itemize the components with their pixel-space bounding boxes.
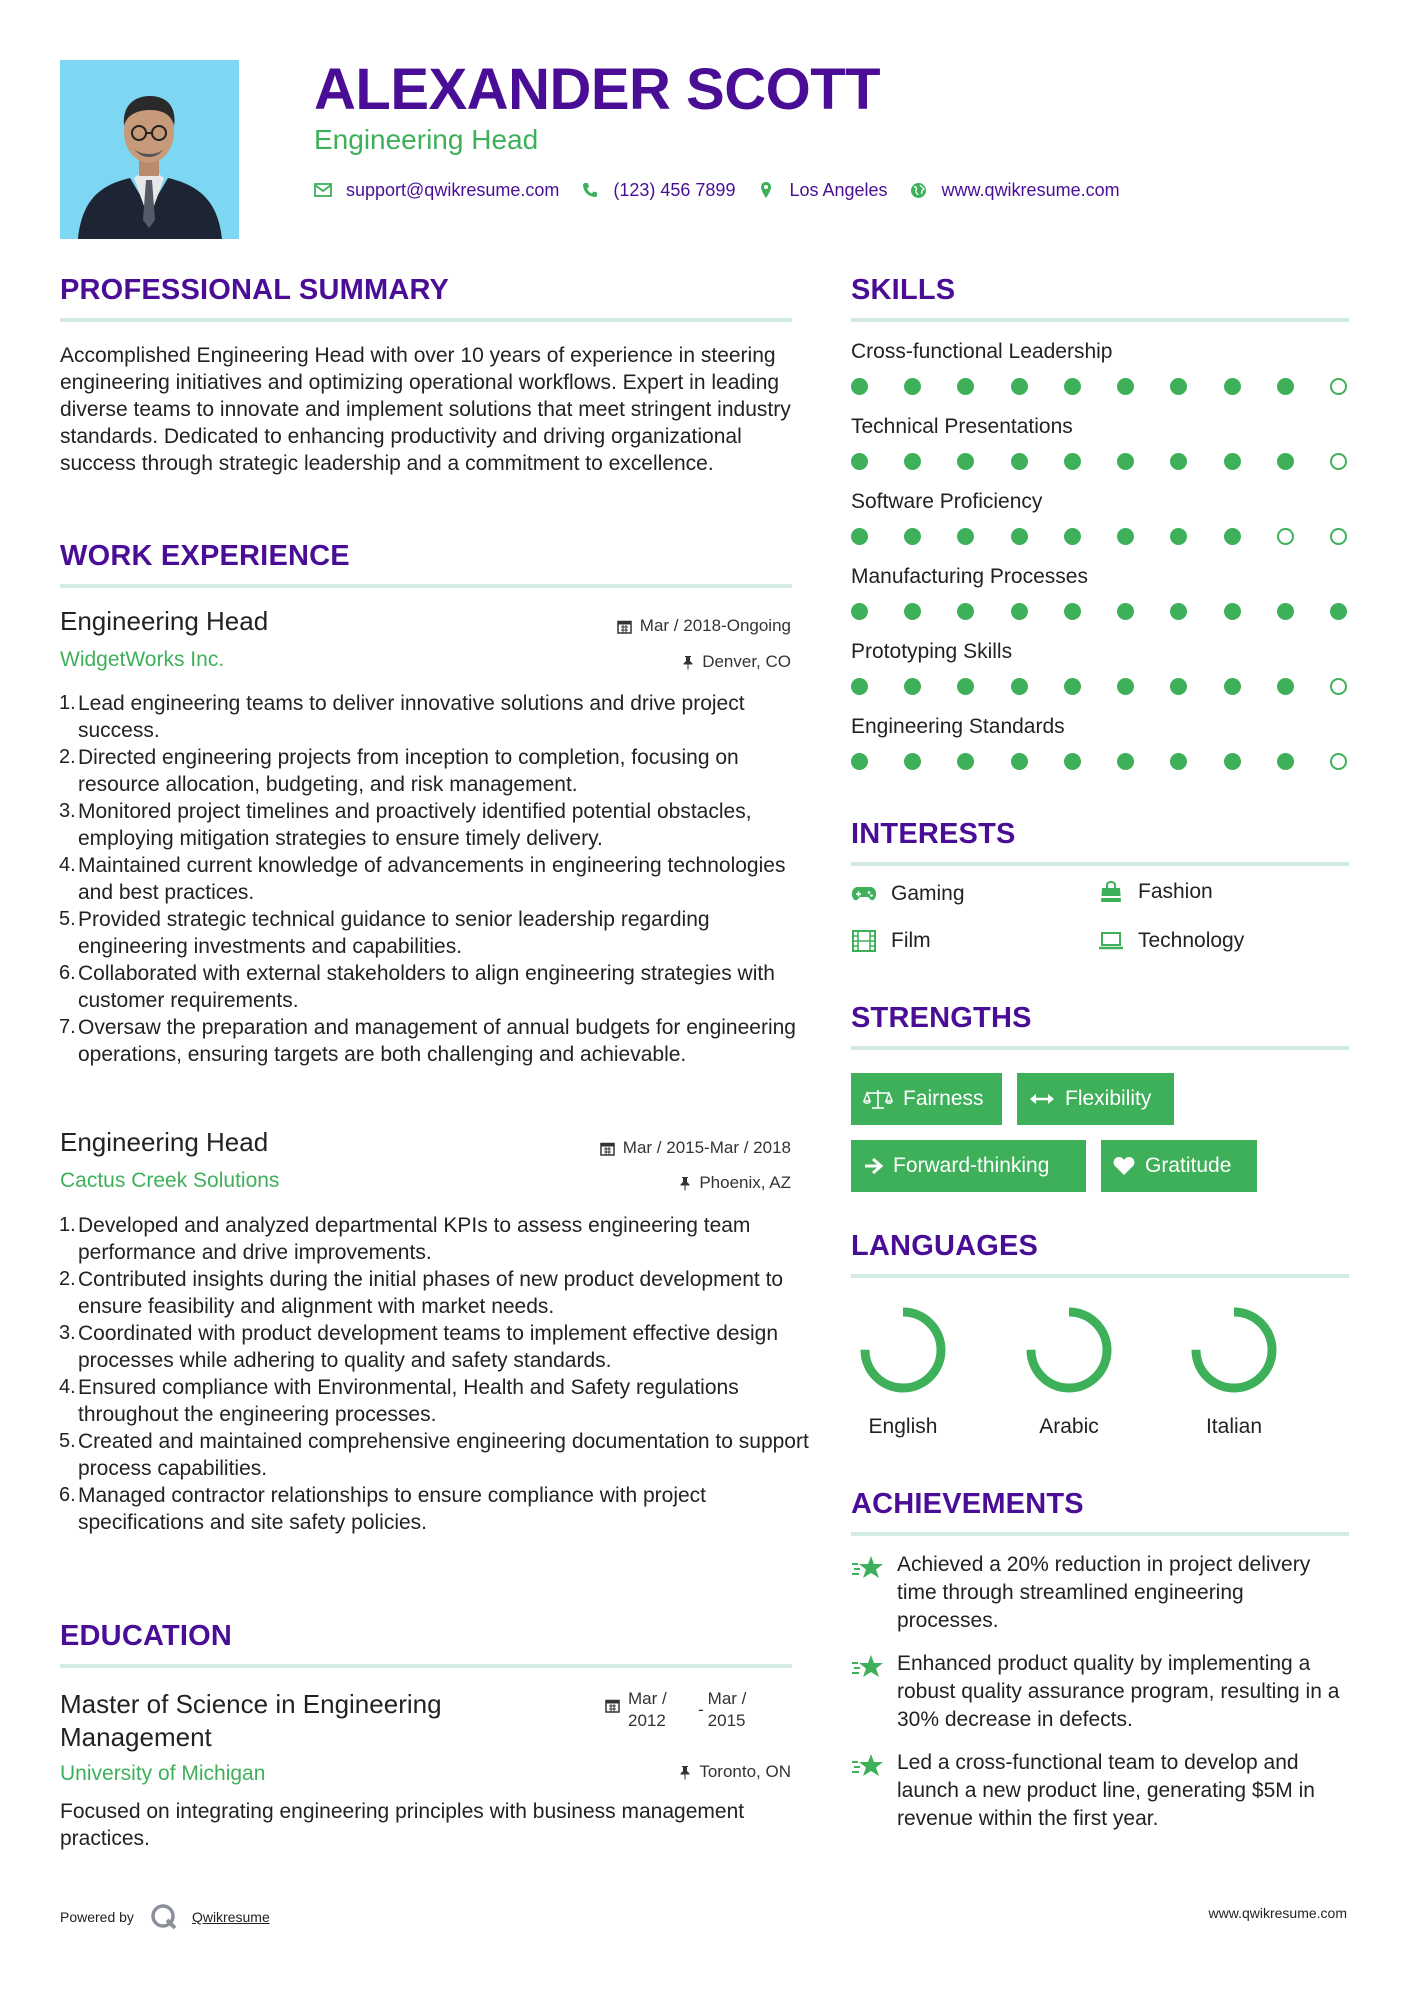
email-text: support@qwikresume.com [346,179,560,200]
achievements-divider [851,1532,1349,1536]
list-item [59,1320,818,1374]
rating-dot-filled [1170,453,1187,470]
skills-heading: SKILLS [851,274,956,306]
rating-dot-filled [1277,753,1294,770]
rating-dot-filled [1170,678,1187,695]
contact-email[interactable] [314,180,559,201]
list-item-text: Created and maintained comprehensive engineering documentation to support process capabilities. [78,1430,809,1480]
pushpin-icon [679,1765,691,1780]
contact-bar [314,178,1142,202]
list-item-text: Maintained current knowledge of advancements in engineering technologies and best practices. [78,854,786,904]
list-number: 1. [59,1214,76,1236]
skill-item [851,415,1351,490]
job-bullets [60,690,818,1068]
rating-dot-empty [1330,753,1347,770]
skill-item [851,565,1351,640]
list-item [59,906,818,960]
job-location [679,1173,791,1193]
list-item-text: Collaborated with external stakeholders to align engineering strategies with customer requirements. [78,962,775,1012]
education-description: Focused on integrating engineering principles with business management practices. [60,1800,745,1850]
rating-dot-filled [1224,378,1241,395]
job-location-text: Phoenix, AZ [699,1173,791,1192]
job-company: Cactus Creek Solutions [60,1169,280,1192]
rating-dot-filled [1224,678,1241,695]
rating-dot-filled [1277,378,1294,395]
rating-dot-empty [1330,378,1347,395]
rating-dot-filled [1064,453,1081,470]
skill-name: Manufacturing Processes [851,565,1088,588]
rating-dot-filled [1064,753,1081,770]
star-achievement-icon [851,1749,885,1784]
list-item-text: Ensured compliance with Environmental, Health and Safety regulations throughout the engineering processes. [78,1376,739,1426]
footer-branding [60,1903,270,1931]
rating-dot-filled [1011,678,1028,695]
language-proficiency-arc [1196,1312,1272,1388]
qwikresume-link[interactable]: Qwikresume [191,1909,270,1925]
list-item-text: Directed engineering projects from inception to completion, focusing on resource allocation, budgeting, and risk management. [78,746,739,796]
languages-heading: LANGUAGES [851,1230,1039,1262]
job-location [682,652,791,672]
list-number: 7. [59,1016,76,1038]
interest-item [851,882,965,906]
date-separator: - [698,1700,704,1719]
language-proficiency-arc [865,1312,941,1388]
interest-label: Film [891,929,931,952]
list-number: 1. [59,692,76,714]
skill-rating [851,378,1347,395]
education-end: Mar / 2015 [707,1689,747,1730]
calendar-icon [600,1141,615,1156]
phone-text: (123) 456 7899 [613,179,736,200]
skill-rating [851,753,1347,770]
rating-dot-filled [1170,528,1187,545]
rating-dot-empty [1277,528,1294,545]
rating-dot-filled [1011,378,1028,395]
powered-by-text: Powered by [60,1909,134,1925]
skill-name: Engineering Standards [851,715,1065,738]
job-bullets [60,1212,818,1536]
interests-heading: INTERESTS [851,818,1016,850]
interest-item [851,929,931,953]
phone-icon [581,181,599,199]
rating-dot-filled [851,378,868,395]
achievement-item [851,1749,1347,1833]
language-proficiency-arc [1031,1312,1107,1388]
language-proficiency-ring [853,1300,953,1400]
languages-divider [851,1274,1349,1278]
pushpin-icon [682,655,694,670]
summary-divider [60,318,792,322]
rating-dot-filled [904,678,921,695]
star-achievement-icon [851,1551,885,1586]
interest-label: Technology [1138,929,1245,952]
list-item-text: Oversaw the preparation and management of annual budgets for engineering operations, ensuring targets are both challenging and achievable. [78,1016,796,1066]
education-dates [605,1688,766,1732]
strength-label: Flexibility [1065,1087,1152,1110]
heart-icon [1113,1156,1135,1176]
list-item-text: Lead engineering teams to deliver innovative solutions and drive project success. [78,692,745,742]
achievement-item [851,1650,1347,1734]
job-company: WidgetWorks Inc. [60,648,225,671]
language-name: Italian [1205,1415,1263,1438]
list-number: 6. [59,1484,76,1506]
rating-dot-filled [904,453,921,470]
skill-item [851,490,1351,565]
education-location [679,1762,791,1782]
experience-divider [60,584,792,588]
skill-rating [851,453,1347,470]
list-item [59,1014,818,1068]
list-number: 4. [59,854,76,876]
rating-dot-filled [1117,378,1134,395]
interests-divider [851,862,1349,866]
contact-location [757,180,887,201]
rating-dot-filled [1011,753,1028,770]
achievement-item [851,1551,1347,1635]
list-number: 3. [59,800,76,822]
list-item-text: Provided strategic technical guidance to senior leadership regarding engineering investments and capabilities. [78,908,710,958]
rating-dot-filled [957,603,974,620]
rating-dot-filled [957,378,974,395]
list-item [59,960,818,1014]
education-divider [60,1664,792,1668]
footer-url[interactable]: www.qwikresume.com [1208,1905,1347,1921]
contact-phone[interactable] [581,180,735,201]
skill-item [851,715,1351,790]
job-title: Engineering Head [60,1127,269,1157]
rating-dot-empty [1330,678,1347,695]
achievements-heading: ACHIEVEMENTS [851,1488,1084,1520]
skills-divider [851,318,1349,322]
rating-dot-filled [851,453,868,470]
balance-scale-icon [863,1088,893,1110]
strength-tag [1101,1140,1257,1192]
contact-website[interactable] [910,180,1120,201]
pushpin-icon [679,1176,691,1191]
language-name: Arabic [1039,1415,1099,1438]
list-number: 5. [59,1430,76,1452]
list-item [59,1374,818,1428]
job-dates [600,1138,791,1158]
rating-dot-filled [1064,378,1081,395]
job-dates-text: Mar / 2018-Ongoing [639,616,791,635]
rating-dot-filled [851,603,868,620]
rating-dot-filled [1117,753,1134,770]
avatar [60,60,239,239]
language-item [1009,1300,1129,1439]
rating-dot-empty [1330,453,1347,470]
film-icon [851,930,877,952]
rating-dot-filled [1224,753,1241,770]
rating-dot-filled [1011,603,1028,620]
location-text: Los Angeles [789,179,888,200]
interest-label: Gaming [891,882,965,905]
rating-dot-filled [1224,453,1241,470]
rating-dot-filled [957,753,974,770]
skill-name: Cross-functional Leadership [851,340,1113,363]
job-dates-text: Mar / 2015-Mar / 2018 [622,1138,791,1157]
list-item-text: Contributed insights during the initial phases of new product development to ensure feasibility and alignment with market needs. [78,1268,784,1318]
summary-heading: PROFESSIONAL SUMMARY [60,274,450,306]
strength-label: Forward-thinking [893,1154,1050,1177]
school-name: University of Michigan [60,1762,266,1785]
arrows-horizontal-icon [1029,1092,1055,1106]
website-text: www.qwikresume.com [941,179,1120,200]
rating-dot-filled [1117,453,1134,470]
degree-title: Master of Science in Engineering Management [60,1689,442,1752]
list-item [59,798,818,852]
language-item [1174,1300,1294,1439]
rating-dot-filled [1330,603,1347,620]
list-item [59,690,818,744]
rating-dot-filled [1117,603,1134,620]
star-achievement-icon [851,1650,885,1685]
rating-dot-filled [1277,678,1294,695]
experience-heading: WORK EXPERIENCE [60,540,350,572]
list-item [59,744,818,798]
skill-item [851,640,1351,715]
skill-name: Technical Presentations [851,415,1073,438]
list-item [59,1212,818,1266]
rating-dot-filled [1170,603,1187,620]
skill-name: Software Proficiency [851,490,1043,513]
interest-item [1098,929,1244,953]
rating-dot-filled [1064,603,1081,620]
skill-rating [851,678,1347,695]
skills-list [851,340,1351,790]
list-item-text: Managed contractor relationships to ensure compliance with project specifications and site safety policies. [78,1484,707,1534]
strength-tag [851,1140,1086,1192]
rating-dot-filled [1224,603,1241,620]
education-location-text: Toronto, ON [699,1762,791,1781]
list-number: 5. [59,908,76,930]
job-location-text: Denver, CO [702,652,791,671]
list-item [59,1482,818,1536]
list-item-text: Developed and analyzed departmental KPIs to assess engineering team performance and drive improvements. [78,1214,751,1264]
strengths-divider [851,1046,1349,1050]
skill-item [851,340,1351,415]
rating-dot-filled [904,378,921,395]
education-heading: EDUCATION [60,1620,233,1652]
list-item-text: Monitored project timelines and proactively identified potential obstacles, employing mitigation strategies to ensure timely delivery. [78,800,752,850]
job-dates [617,616,791,636]
rating-dot-filled [904,753,921,770]
rating-dot-filled [1064,678,1081,695]
list-item-text: Coordinated with product development teams to implement effective design processes while adhering to quality and safety standards. [78,1322,779,1372]
rating-dot-filled [1117,528,1134,545]
education-start: Mar / 2012 [628,1689,667,1730]
language-proficiency-ring [1019,1300,1119,1400]
language-item [843,1300,963,1439]
skill-rating [851,603,1347,620]
map-pin-icon [757,181,775,199]
profile-photo [60,60,239,239]
list-number: 2. [59,1268,76,1290]
rating-dot-empty [1330,528,1347,545]
rating-dot-filled [957,678,974,695]
rating-dot-filled [851,678,868,695]
list-number: 3. [59,1322,76,1344]
skill-name: Prototyping Skills [851,640,1013,663]
rating-dot-filled [957,453,974,470]
list-number: 6. [59,962,76,984]
rating-dot-filled [851,528,868,545]
interest-item [1098,880,1213,904]
achievement-text: Enhanced product quality by implementing a robust quality assurance program, resulting in a 30% decrease in defects. [897,1652,1340,1731]
rating-dot-filled [1011,528,1028,545]
job-title: Engineering Head [60,606,269,636]
candidate-title: Engineering Head [314,124,539,155]
list-item [59,1428,818,1482]
rating-dot-filled [1170,378,1187,395]
list-item [59,852,818,906]
strength-tag [851,1073,1002,1125]
gamepad-icon [851,883,877,905]
achievement-text: Led a cross-functional team to develop and launch a new product line, generating $5M in revenue within the first year. [897,1751,1315,1830]
strength-label: Gratitude [1145,1154,1232,1177]
language-proficiency-ring [1184,1300,1284,1400]
rating-dot-filled [1277,453,1294,470]
candidate-name: ALEXANDER SCOTT [314,57,881,122]
laptop-icon [1098,930,1124,952]
rating-dot-filled [904,603,921,620]
rating-dot-filled [904,528,921,545]
list-number: 2. [59,746,76,768]
rating-dot-filled [1117,678,1134,695]
rating-dot-filled [1170,753,1187,770]
rating-dot-filled [1277,603,1294,620]
globe-icon [910,181,928,199]
list-item [59,1266,818,1320]
qwikresume-logo-icon [150,1903,178,1931]
achievement-text: Achieved a 20% reduction in project delivery time through streamlined engineering processes. [897,1553,1311,1632]
rating-dot-filled [1011,453,1028,470]
rating-dot-filled [1064,528,1081,545]
rating-dot-filled [957,528,974,545]
skill-rating [851,528,1347,545]
language-name: English [868,1415,938,1438]
strength-label: Fairness [903,1087,984,1110]
list-number: 4. [59,1376,76,1398]
strength-tag [1017,1073,1174,1125]
rating-dot-filled [851,753,868,770]
arrow-right-icon [863,1157,883,1175]
summary-text: Accomplished Engineering Head with over 10 years of experience in steering engineering initiatives and optimizing operational workflows. Expert in leading diverse teams to innovate and implement solutions that meet stringent industry standards. Dedicated to enhancing productivity and driving organizational success through strategic leadership and a commitment to excellence. [60,344,791,475]
calendar-icon [605,1698,620,1713]
interest-label: Fashion [1138,880,1213,903]
calendar-icon [617,619,632,634]
strengths-heading: STRENGTHS [851,1002,1032,1034]
envelope-icon [314,181,332,199]
rating-dot-filled [1224,528,1241,545]
shopping-bag-icon [1098,881,1124,903]
